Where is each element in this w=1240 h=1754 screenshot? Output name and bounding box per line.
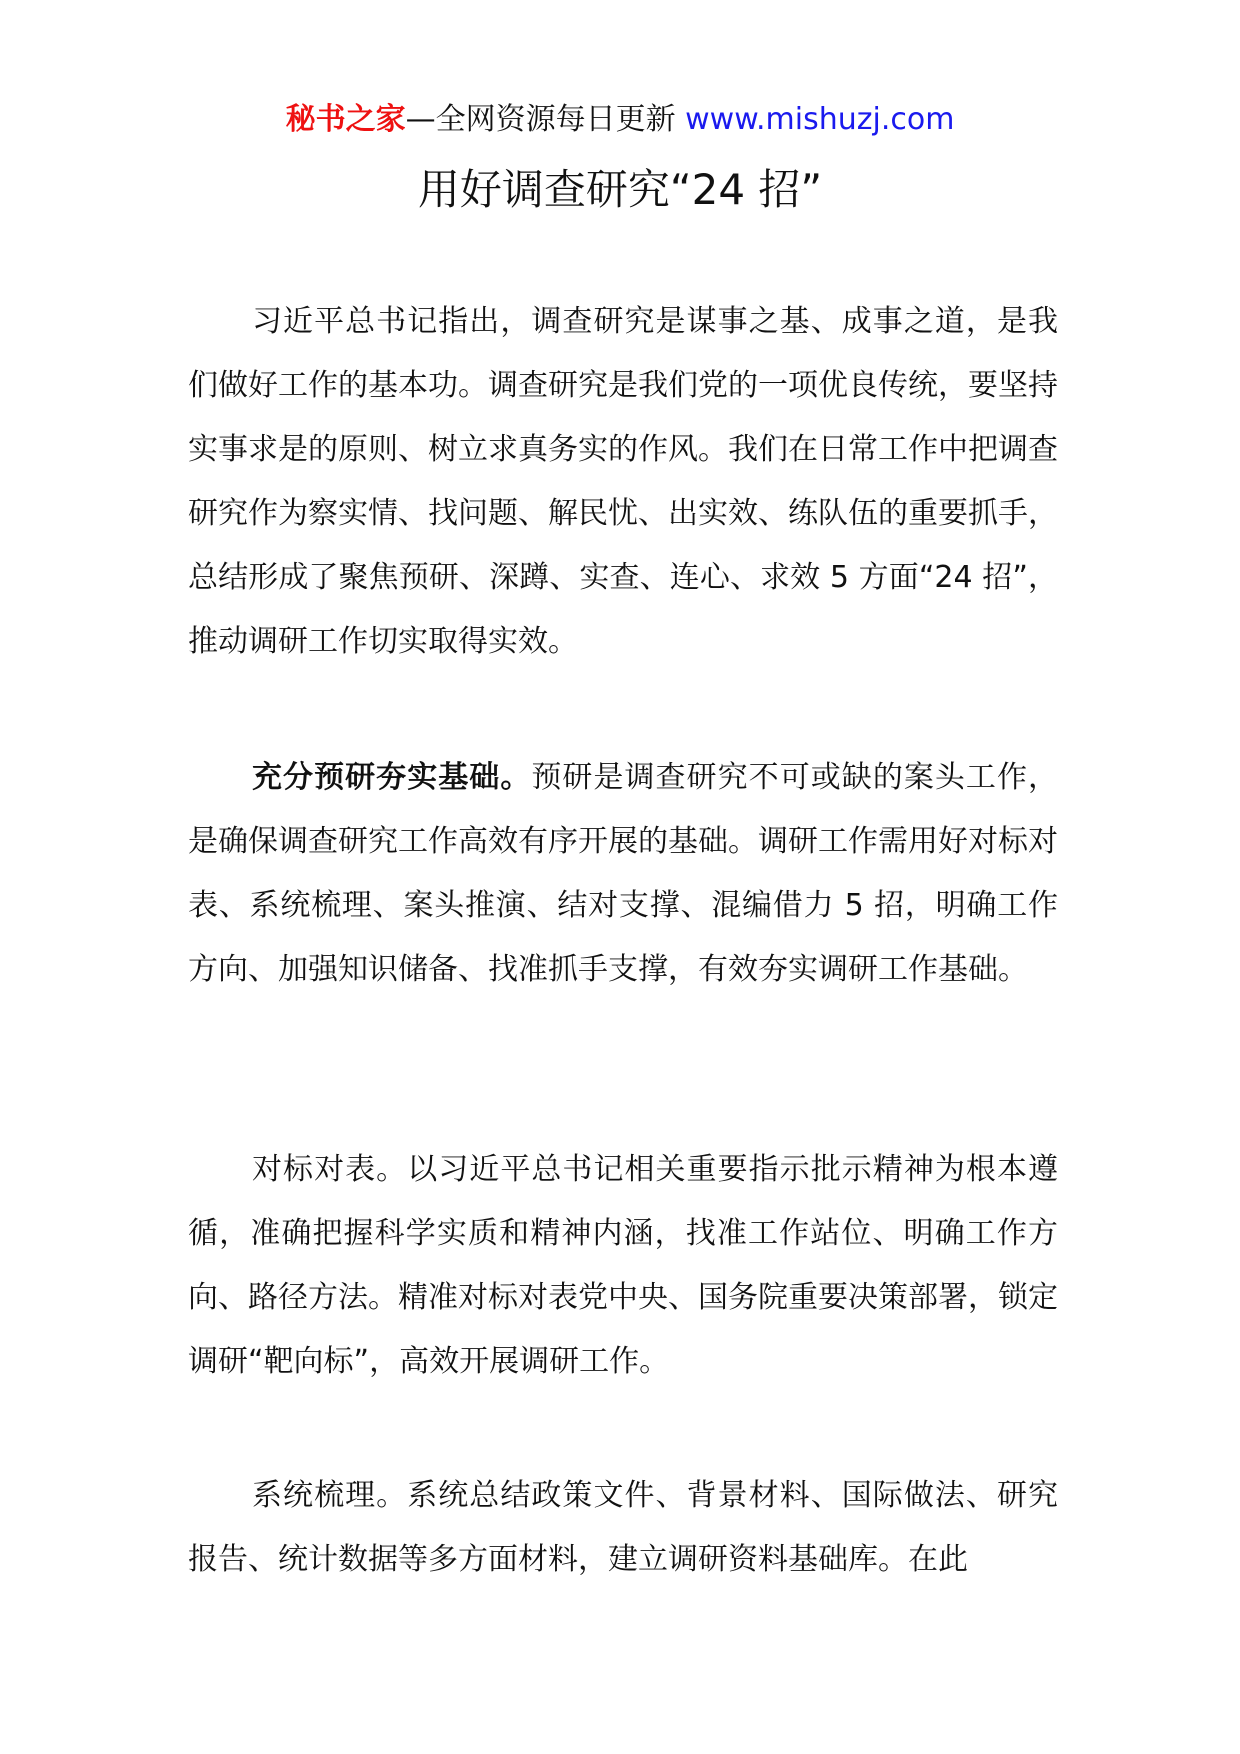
- paragraph-benchmark: [188, 1138, 1058, 1394]
- paragraph-text: 系统梳理。系统总结政策文件、背景材料、国际做法、研究报告、统计数据等多方面材料，建立调研资料基础库。在此: [188, 1478, 1058, 1577]
- paragraph-text: 预研是调查研究不可或缺的案头工作，是确保调查研究工作高效有序开展的基础。调研工作需用好对标对表、系统梳理、案头推演、结对支撑、混编借力 5 招，明确工作方向、加强知识储备、找准抓手支撑，有效夯实调研工作基础。: [188, 760, 1059, 987]
- document-title: 用好调查研究“24 招”: [417, 165, 823, 214]
- site-tagline: —全网资源每日更新: [405, 102, 686, 137]
- paragraph-intro: [188, 290, 1058, 674]
- paragraph-lead: 充分预研夯实基础。: [252, 760, 532, 795]
- paragraph-section-preresearch: [188, 746, 1058, 1002]
- site-header: [0, 100, 1240, 140]
- paragraph-systematic-review: [188, 1464, 1058, 1592]
- paragraph-text: 习近平总书记指出，调查研究是谋事之基、成事之道，是我们做好工作的基本功。调查研究是我们党的一项优良传统，要坚持实事求是的原则、树立求真务实的作风。我们在日常工作中把调查研究作为察实情、找问题、解民忧、出实效、练队伍的重要抓手，总结形成了聚焦预研、深蹲、实查、连心、求效 5 方面“24 招”，推动调研工作切实取得实效。: [188, 304, 1058, 659]
- site-url-link[interactable]: www.mishuzj.com: [685, 102, 955, 137]
- paragraph-text: 对标对表。以习近平总书记相关重要指示批示精神为根本遵循，准确把握科学实质和精神内涵，找准工作站位、明确工作方向、路径方法。精准对标对表党中央、国务院重要决策部署，锁定调研“靶向标”，高效开展调研工作。: [188, 1152, 1058, 1379]
- site-brand: 秘书之家: [285, 102, 406, 137]
